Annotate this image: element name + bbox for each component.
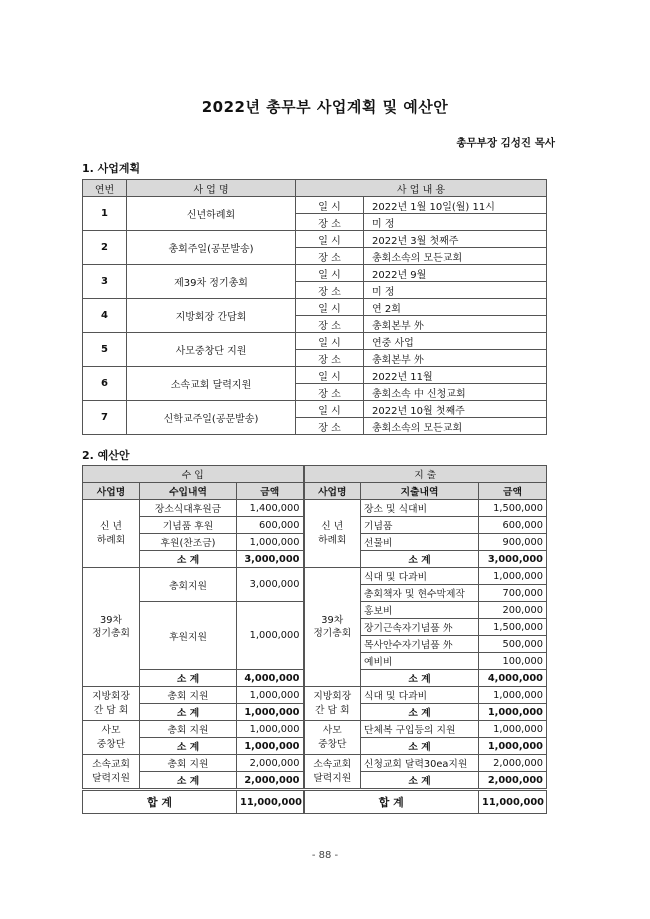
income-item: 장소식대후원금 — [140, 500, 237, 517]
plan-name: 소속교회 달력지원 — [127, 367, 296, 401]
income-subtotal: 2,000,000 — [237, 772, 304, 790]
plan-label-place: 장 소 — [296, 350, 364, 367]
income-subtotal-label: 소 계 — [140, 704, 237, 721]
income-subtotal: 1,000,000 — [237, 704, 304, 721]
budget-row — [83, 721, 547, 738]
plan-label-date: 일 시 — [296, 333, 364, 350]
expense-amount: 700,000 — [479, 585, 547, 602]
plan-name: 지방회장 간담회 — [127, 299, 296, 333]
budget-row — [83, 568, 547, 585]
expense-item: 장소 및 식대비 — [361, 500, 479, 517]
plan-row — [83, 197, 547, 214]
budget-project-name: 소속교회 달력지원 — [304, 755, 361, 790]
expense-item: 식대 및 다과비 — [361, 568, 479, 585]
plan-value-date: 2022년 1월 10일(월) 11시 — [364, 197, 547, 214]
plan-name: 제39차 정기총회 — [127, 265, 296, 299]
plan-label-place: 장 소 — [296, 214, 364, 231]
plan-name: 신년하례회 — [127, 197, 296, 231]
plan-value-place: 미 정 — [364, 282, 547, 299]
income-total-label: 합 계 — [83, 790, 237, 814]
expense-subtotal-label: 소 계 — [361, 738, 479, 755]
plan-label-date: 일 시 — [296, 299, 364, 316]
income-header: 수 입 — [83, 466, 304, 483]
plan-value-place: 미 정 — [364, 214, 547, 231]
plan-label-date: 일 시 — [296, 367, 364, 384]
plan-row — [83, 299, 547, 316]
plan-name: 총회주일(공문발송) — [127, 231, 296, 265]
expense-amount: 2,000,000 — [479, 755, 547, 772]
plan-no: 2 — [83, 231, 127, 265]
expense-item: 목사안수자기념품 外 — [361, 636, 479, 653]
page-title: 2022년 총무부 사업계획 및 예산안 — [201, 98, 449, 116]
plan-no: 6 — [83, 367, 127, 401]
income-item: 기념품 후원 — [140, 517, 237, 534]
plan-label-date: 일 시 — [296, 231, 364, 248]
budget-project-name: 39차 정기총회 — [304, 568, 361, 687]
plan-value-place: 총회소속의 모든교회 — [364, 418, 547, 435]
budget-header-row1 — [83, 466, 547, 483]
budget-row — [83, 687, 547, 704]
expense-item: 총회책자 및 현수막제작 — [361, 585, 479, 602]
plan-label-place: 장 소 — [296, 316, 364, 333]
income-item: 총회 지원 — [140, 721, 237, 738]
plan-header-name: 사 업 명 — [127, 180, 296, 197]
expense-item: 예비비 — [361, 653, 479, 670]
col-income-project: 사업명 — [83, 483, 140, 500]
income-amount: 1,400,000 — [237, 500, 304, 517]
page-number: - 88 - — [311, 850, 339, 861]
expense-item: 선물비 — [361, 534, 479, 551]
income-amount: 1,000,000 — [237, 602, 304, 670]
income-item: 총회 지원 — [140, 755, 237, 772]
plan-value-date: 2022년 3월 첫째주 — [364, 231, 547, 248]
expense-item: 기념품 — [361, 517, 479, 534]
plan-no: 5 — [83, 333, 127, 367]
col-income-amount: 금액 — [237, 483, 304, 500]
plan-label-place: 장 소 — [296, 384, 364, 401]
expense-item: 장기근속자기념품 外 — [361, 619, 479, 636]
plan-no: 3 — [83, 265, 127, 299]
expense-amount: 900,000 — [479, 534, 547, 551]
income-amount: 1,000,000 — [237, 534, 304, 551]
col-expense-project: 사업명 — [304, 483, 361, 500]
expense-total: 11,000,000 — [479, 790, 547, 814]
budget-project-name: 신 년 하례회 — [304, 500, 361, 568]
income-amount: 600,000 — [237, 517, 304, 534]
plan-value-place: 총회본부 外 — [364, 316, 547, 333]
col-income-item: 수입내역 — [140, 483, 237, 500]
expense-subtotal-label: 소 계 — [361, 551, 479, 568]
budget-row — [83, 755, 547, 772]
expense-amount: 1,000,000 — [479, 687, 547, 704]
col-expense-amount: 금액 — [479, 483, 547, 500]
income-amount: 2,000,000 — [237, 755, 304, 772]
income-subtotal-label: 소 계 — [140, 772, 237, 790]
income-amount: 1,000,000 — [237, 721, 304, 738]
plan-name: 사모중창단 지원 — [127, 333, 296, 367]
plan-label-date: 일 시 — [296, 401, 364, 418]
plan-no: 1 — [83, 197, 127, 231]
budget-project-name: 신 년 하례회 — [83, 500, 140, 568]
expense-amount: 1,000,000 — [479, 568, 547, 585]
expense-amount: 1,500,000 — [479, 500, 547, 517]
expense-item: 단체복 구입등의 지원 — [361, 721, 479, 738]
expense-subtotal: 3,000,000 — [479, 551, 547, 568]
expense-amount: 500,000 — [479, 636, 547, 653]
expense-subtotal: 1,000,000 — [479, 738, 547, 755]
expense-item: 홍보비 — [361, 602, 479, 619]
expense-header: 지 출 — [304, 466, 547, 483]
expense-amount: 600,000 — [479, 517, 547, 534]
expense-total-label: 합 계 — [304, 790, 479, 814]
budget-project-name: 지방회장 간 담 회 — [83, 687, 140, 721]
income-subtotal: 3,000,000 — [237, 551, 304, 568]
expense-item: 신청교회 달력30ea지원 — [361, 755, 479, 772]
plan-value-date: 2022년 11월 — [364, 367, 547, 384]
col-expense-item: 지출내역 — [361, 483, 479, 500]
expense-subtotal-label: 소 계 — [361, 772, 479, 790]
plan-value-place: 총회본부 外 — [364, 350, 547, 367]
expense-subtotal: 1,000,000 — [479, 704, 547, 721]
plan-no: 7 — [83, 401, 127, 435]
section2-heading: 2. 예산안 — [82, 449, 130, 462]
expense-subtotal: 4,000,000 — [479, 670, 547, 687]
budget-project-name: 39차 정기총회 — [83, 568, 140, 687]
plan-header-content: 사 업 내 용 — [296, 180, 547, 197]
expense-subtotal: 2,000,000 — [479, 772, 547, 790]
plan-label-place: 장 소 — [296, 418, 364, 435]
budget-table — [82, 465, 547, 814]
plan-value-date: 연 2회 — [364, 299, 547, 316]
plan-row — [83, 401, 547, 418]
income-subtotal-label: 소 계 — [140, 738, 237, 755]
expense-item: 식대 및 다과비 — [361, 687, 479, 704]
income-subtotal-label: 소 계 — [140, 551, 237, 568]
income-subtotal: 1,000,000 — [237, 738, 304, 755]
total-row — [83, 790, 547, 814]
income-subtotal: 4,000,000 — [237, 670, 304, 687]
budget-project-name: 지방회장 간 담 회 — [304, 687, 361, 721]
income-item: 총회지원 — [140, 568, 237, 602]
income-item: 후원지원 — [140, 602, 237, 670]
income-amount: 1,000,000 — [237, 687, 304, 704]
plan-name: 신학교주일(공문발송) — [127, 401, 296, 435]
plan-table — [82, 179, 547, 435]
expense-amount: 200,000 — [479, 602, 547, 619]
author: 총무부장 김성진 목사 — [456, 137, 555, 149]
budget-header-row2 — [83, 483, 547, 500]
expense-subtotal-label: 소 계 — [361, 670, 479, 687]
plan-header-row — [83, 180, 547, 197]
expense-amount: 100,000 — [479, 653, 547, 670]
expense-amount: 1,000,000 — [479, 721, 547, 738]
budget-project-name: 사모 중창단 — [304, 721, 361, 755]
plan-label-place: 장 소 — [296, 282, 364, 299]
plan-no: 4 — [83, 299, 127, 333]
plan-value-date: 연중 사업 — [364, 333, 547, 350]
section1-heading: 1. 사업계획 — [82, 162, 141, 175]
income-total: 11,000,000 — [237, 790, 304, 814]
income-amount: 3,000,000 — [237, 568, 304, 602]
income-item: 총회 지원 — [140, 687, 237, 704]
plan-label-place: 장 소 — [296, 248, 364, 265]
plan-value-date: 2022년 9월 — [364, 265, 547, 282]
plan-header-no: 연번 — [83, 180, 127, 197]
income-subtotal-label: 소 계 — [140, 670, 237, 687]
plan-label-date: 일 시 — [296, 265, 364, 282]
plan-row — [83, 265, 547, 282]
plan-row — [83, 367, 547, 384]
plan-row — [83, 333, 547, 350]
plan-value-date: 2022년 10월 첫째주 — [364, 401, 547, 418]
budget-row — [83, 500, 547, 517]
budget-project-name: 사모 중창단 — [83, 721, 140, 755]
expense-amount: 1,500,000 — [479, 619, 547, 636]
expense-subtotal-label: 소 계 — [361, 704, 479, 721]
income-item: 후원(찬조금) — [140, 534, 237, 551]
plan-label-date: 일 시 — [296, 197, 364, 214]
plan-row — [83, 231, 547, 248]
plan-value-place: 총회소속의 모든교회 — [364, 248, 547, 265]
budget-project-name: 소속교회 달력지원 — [83, 755, 140, 790]
plan-value-place: 총회소속 中 신청교회 — [364, 384, 547, 401]
